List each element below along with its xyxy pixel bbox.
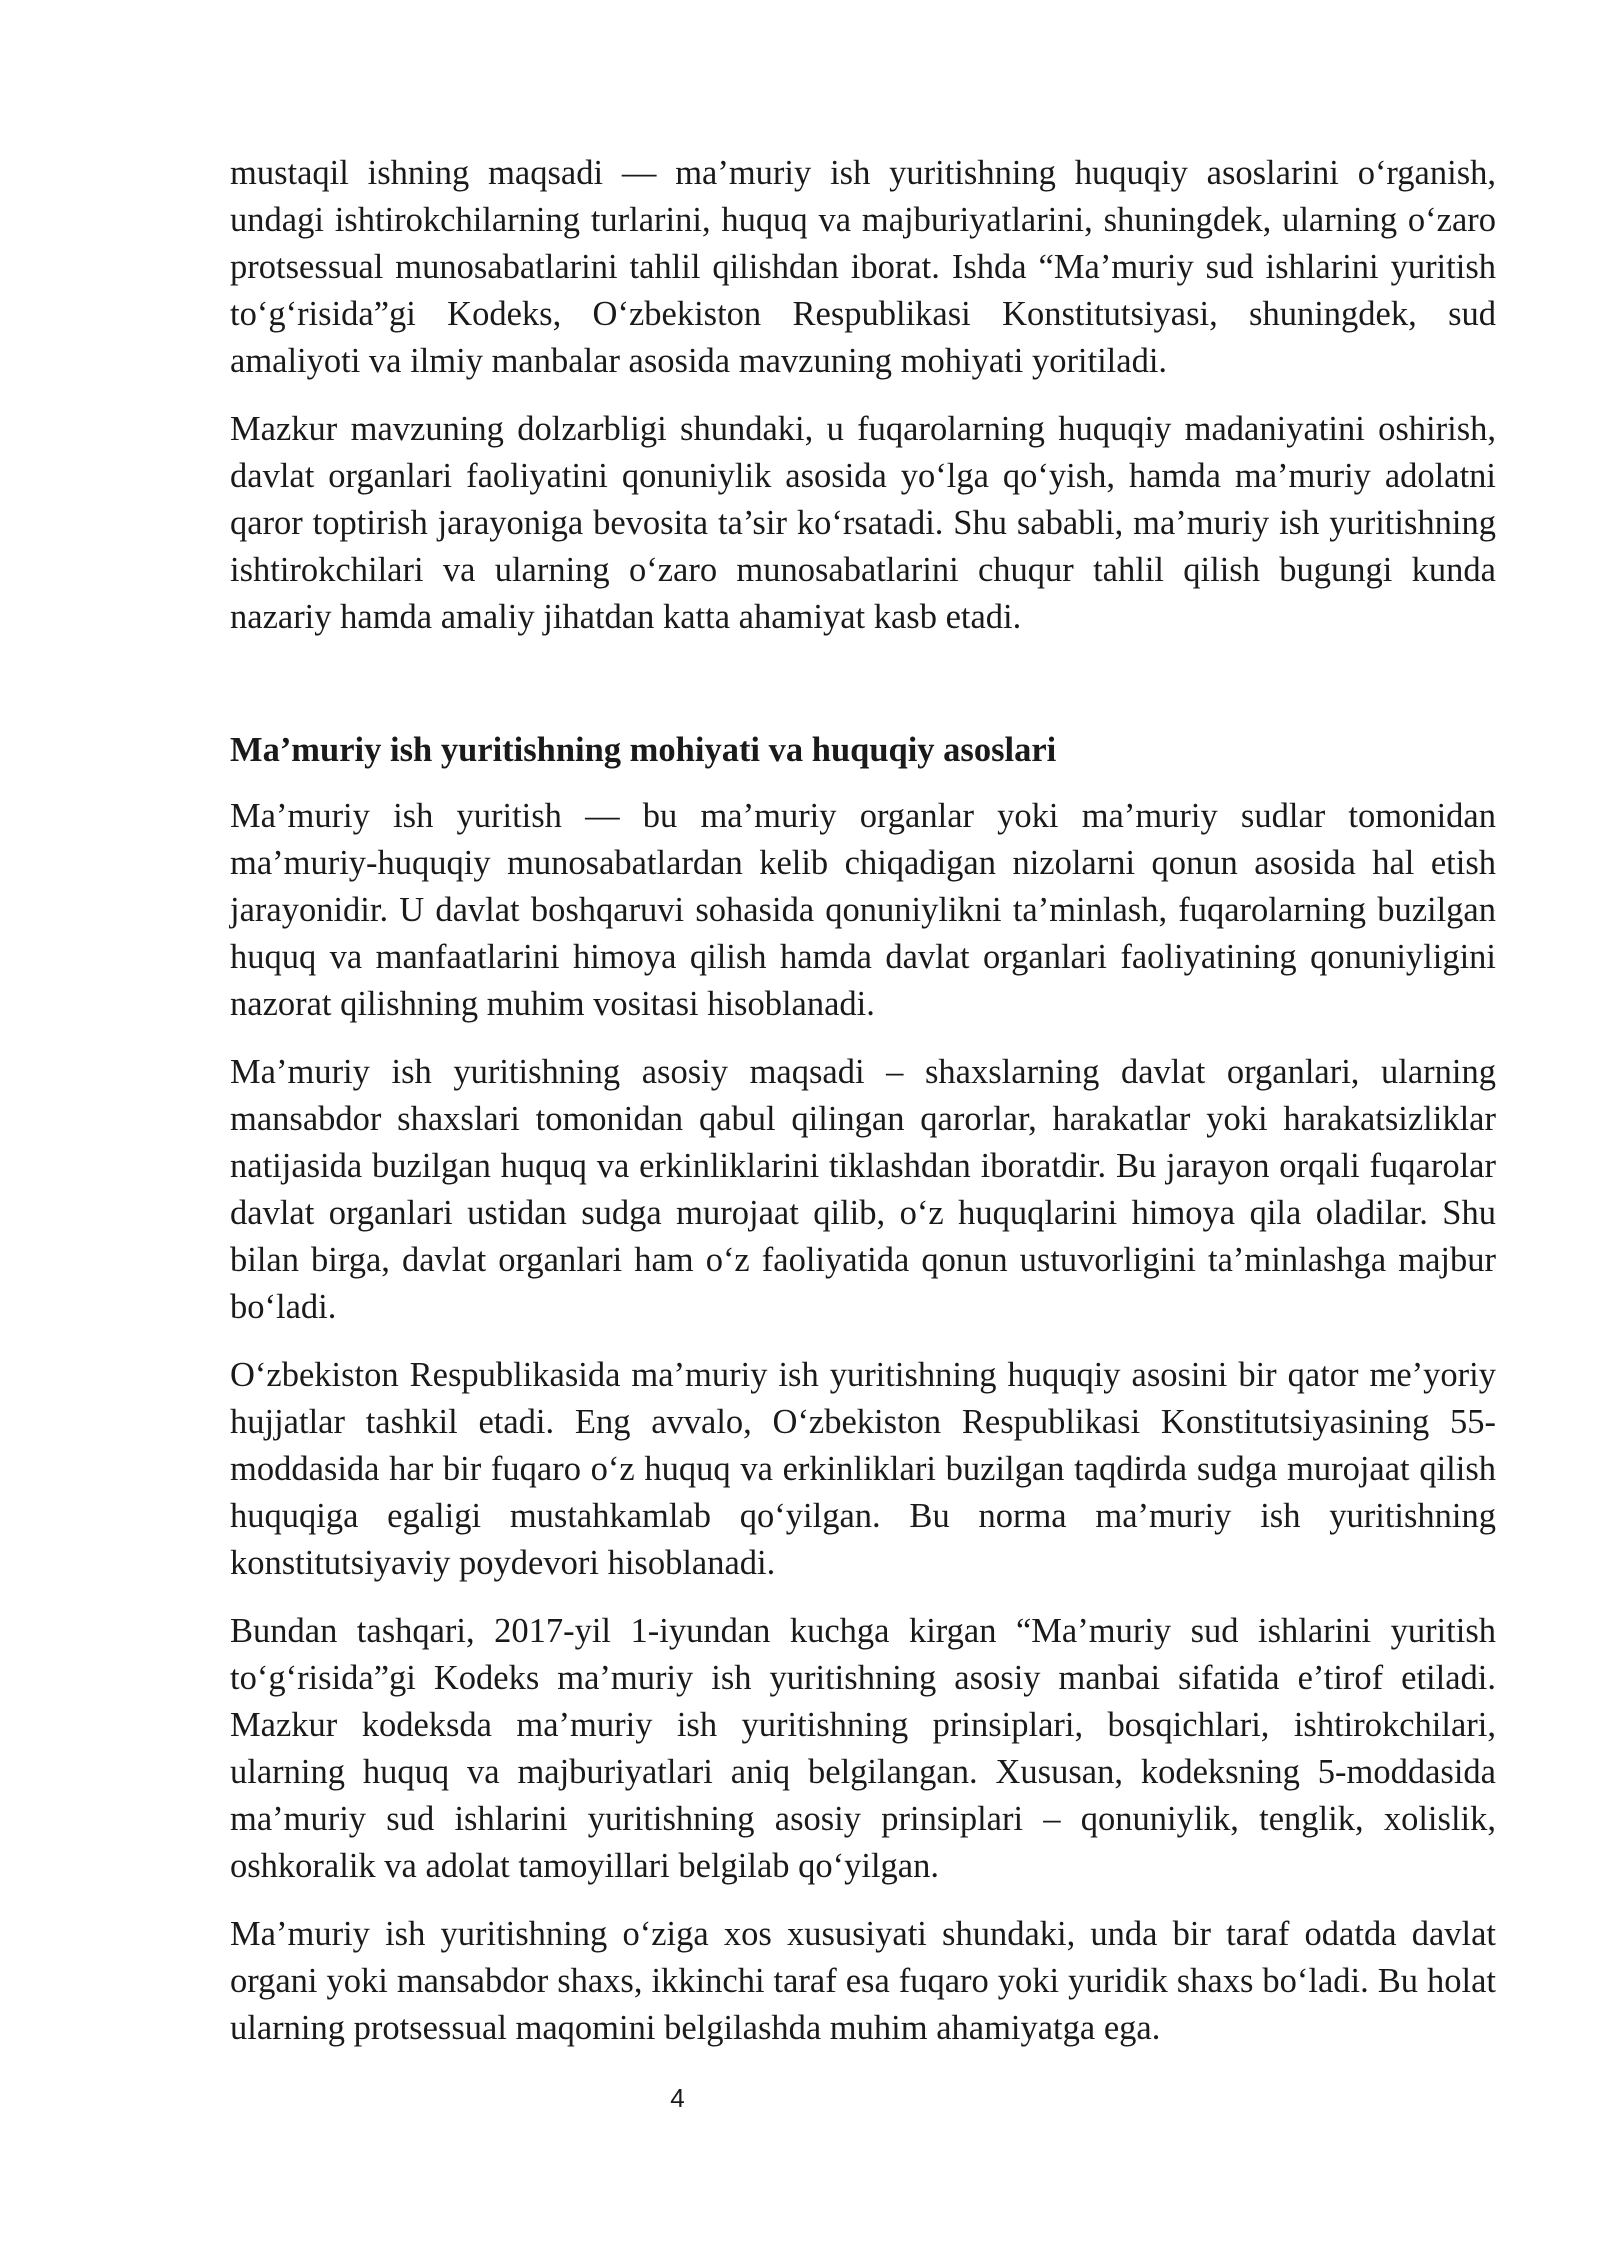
section-heading: Ma’muriy ish yuritishning mohiyati va huquqiy asoslari [230,731,1057,769]
section-paragraph-4: Bundan tashqari, 2017-yil 1-iyundan kuchga kirgan “Ma’muriy sud ishlarini yuritish to‘g‘risida”gi Kodeks ma’muriy ish yuritishning asosiy manbai sifatida e’tirof etiladi. Mazkur kodeksda ma’muriy ish yuritishning prinsiplari, bosqichlari, ishtirokchilari, ularning huquq va majburiyatlari aniq belgilangan. Xususan, kodeksning 5-moddasida ma’muriy sud ishlarini yuritishning asosiy prinsiplari – qonuniylik, tenglik, xolislik, oshkoralik va adolat tamoyillari belgilab qo‘yilgan. [230,1612,1496,1885]
section-paragraph-5: Ma’muriy ish yuritishning o‘ziga xos xususiyati shundaki, unda bir taraf odatda davlat organi yoki mansabdor shaxs, ikkinchi taraf esa fuqaro yoki yuridik shaxs bo‘ladi. Bu holat ularning protsessual maqomini belgilashda muhim ahamiyatga ega. [230,1915,1496,2047]
intro-paragraph-2: Mazkur mavzuning dolzarbligi shundaki, u fuqarolarning huquqiy madaniyatini oshirish, davlat organlari faoliyatini qonuniylik asosida yo‘lga qo‘yish, hamda ma’muriy adolatni qaror toptirish jarayoniga bevosita ta’sir ko‘rsatadi. Shu sababli, ma’muriy ish yuritishning ishtirokchilari va ularning o‘zaro munosabatlarini chuqur tahlil qilish bugungi kunda nazariy hamda amaliy jihatdan katta ahamiyat kasb etadi. [230,410,1496,636]
section-paragraph-2: Ma’muriy ish yuritishning asosiy maqsadi – shaxslarning davlat organlari, ularning mansabdor shaxslari tomonidan qabul qilingan qarorlar, harakatlar yoki harakatsizliklar natijasida buzilgan huquq va erkinliklarini tiklashdan iboratdir. Bu jarayon orqali fuqarolar davlat organlari ustidan sudga murojaat qilib, o‘z huquqlarini himoya qila oladilar. Shu bilan birga, davlat organlari ham o‘z faoliyatida qonun ustuvorligini ta’minlashga majbur bo‘ladi. [230,1053,1496,1326]
intro-paragraph-1: mustaqil ishning maqsadi — ma’muriy ish yuritishning huquqiy asoslarini o‘rganish, undagi ishtirokchilarning turlarini, huquq va majburiyatlarini, shuningdek, ularning o‘zaro protsessual munosabatlarini tahlil qilishdan iborat. Ishda “Ma’muriy sud ishlarini yuritish to‘g‘risida”gi Kodeks, O‘zbekiston Respublikasi Konstitutsiyasi, shuningdek, sud amaliyoti va ilmiy manbalar asosida mavzuning mohiyati yoritiladi. [230,154,1496,380]
page-number: 4 [670,2083,685,2113]
document-page [230,150,1496,2073]
section-paragraph-3: O‘zbekiston Respublikasida ma’muriy ish yuritishning huquqiy asosini bir qator me’yoriy hujjatlar tashkil etadi. Eng avvalo, O‘zbekiston Respublikasi Konstitutsiyasining 55-moddasida har bir fuqaro o‘z huquq va erkinliklari buzilgan taqdirda sudga murojaat qilish huquqiga egaligi mustahkamlab qo‘yilgan. Bu norma ma’muriy ish yuritishning konstitutsiyaviy poydevori hisoblanadi. [230,1356,1496,1582]
section-paragraph-1: Ma’muriy ish yuritish — bu ma’muriy organlar yoki ma’muriy sudlar tomonidan ma’muriy-huquqiy munosabatlardan kelib chiqadigan nizolarni qonun asosida hal etish jarayonidir. U davlat boshqaruvi sohasida qonuniylikni ta’minlash, fuqarolarning buzilgan huquq va manfaatlarini himoya qilish hamda davlat organlari faoliyatining qonuniyligini nazorat qilishning muhim vositasi hisoblanadi. [230,797,1496,1023]
